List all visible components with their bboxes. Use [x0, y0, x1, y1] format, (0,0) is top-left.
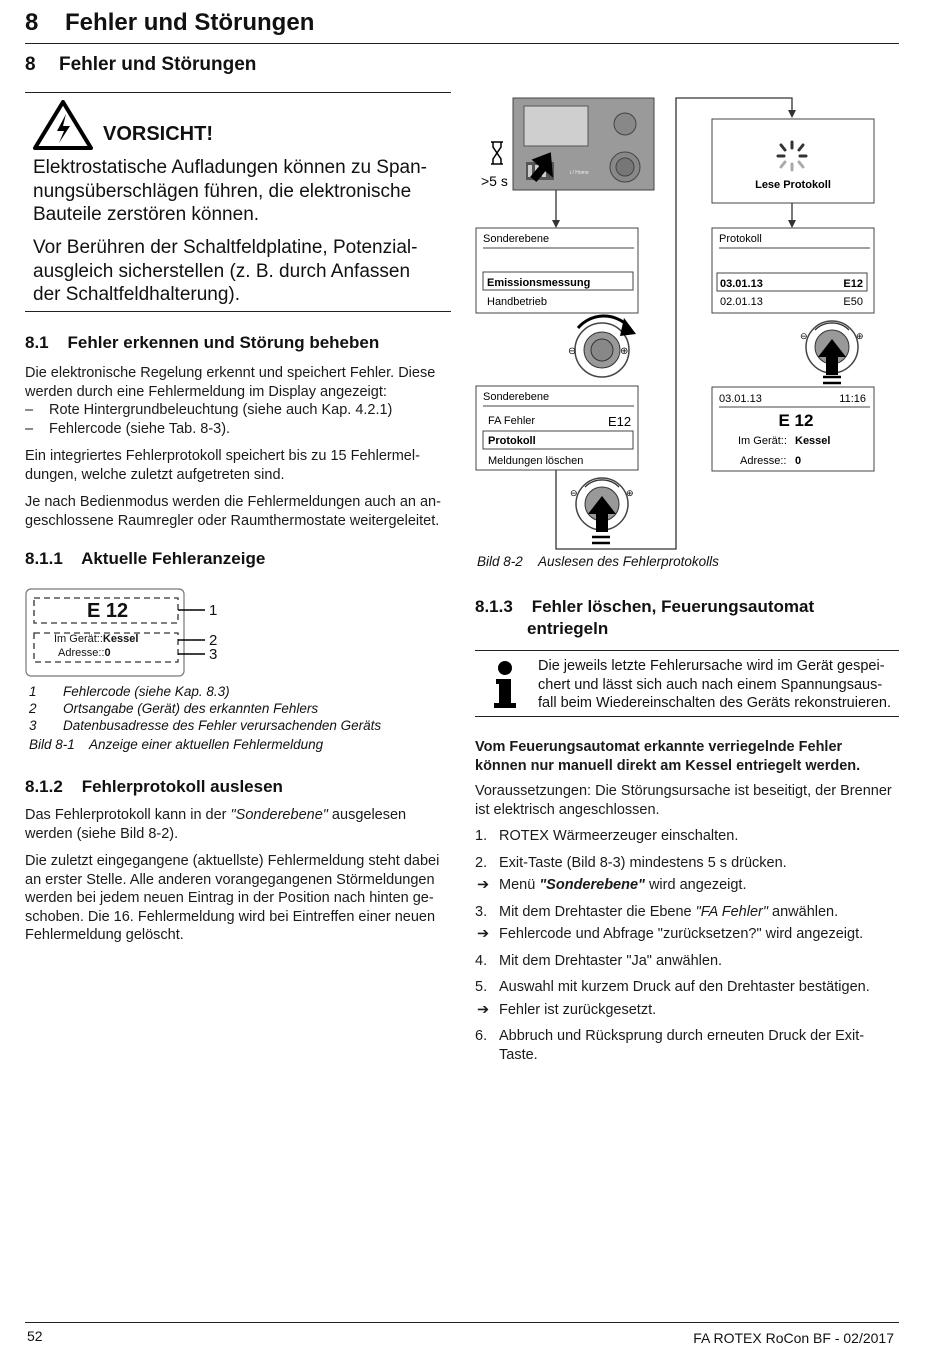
section-8-1-2-title: 8.1.2 Fehlerprotokoll auslesen	[25, 777, 283, 796]
legend-item: 2 Ortsangabe (Gerät) des erkannten Fehlers	[29, 701, 319, 716]
svg-text:Handbetrieb: Handbetrieb	[487, 296, 547, 308]
section-8-1-2-body: Das Fehlerprotokoll kann in der "Sonderebene" ausgelesen werden (siehe Bild 8-2). Die zuletzt eingegangene (aktuellste) Fehlermeldung steht dabei an erster Stelle. Alle anderen vorangegangenen Störmeldungen werden bei jedem neuen Eintrag in der Position nach hinten ge- schoben. Die 16. Fehlermeldung wird bei Eintreffen einer neuen Fehlermeldung gelöscht.	[25, 807, 440, 943]
info-top-rule	[475, 650, 899, 651]
svg-text:03.01.13: 03.01.13	[720, 278, 763, 290]
figure-8-1-legend	[29, 683, 449, 734]
section-8-1-title: 8.1 Fehler erkennen und Störung beheben	[25, 333, 380, 352]
svg-text:Protokoll: Protokoll	[488, 435, 536, 447]
svg-text:Emissionsmessung: Emissionsmessung	[487, 277, 591, 289]
svg-text:⊕: ⊕	[856, 331, 864, 341]
step-result: ➔ Fehlercode und Abfrage "zurücksetzen?" wird angezeigt.	[477, 926, 864, 942]
warning-bottom-rule	[25, 311, 451, 312]
svg-text:Meldungen löschen: Meldungen löschen	[488, 455, 584, 467]
svg-text:⊖: ⊖	[568, 346, 577, 357]
legend-item: 3 Datenbusadresse des Fehler verursachenden Geräts	[29, 718, 382, 733]
step-item: 1. ROTEX Wärmeerzeuger einschalten.	[475, 828, 739, 844]
step-item: 3. Mit dem Drehtaster die Ebene "FA Fehler" anwählen.	[475, 903, 839, 920]
legend-item: 1 Fehlercode (siehe Kap. 8.3)	[29, 684, 230, 699]
rotary-knob-press-2	[800, 321, 864, 375]
svg-text:02.01.13: 02.01.13	[720, 296, 763, 308]
svg-text:Sonderebene: Sonderebene	[483, 391, 550, 403]
svg-text:⊖: ⊖	[570, 488, 578, 498]
fig81-error-code: E 12	[87, 600, 129, 622]
warning-text-1: Elektrostatische Aufladungen können zu Span- nungsüberschlägen führen, die elektronische Bauteile zerstören können.	[33, 157, 427, 225]
screen-sonderebene-1	[476, 228, 638, 313]
step-result: ➔ Menü "Sonderebene" wird angezeigt.	[477, 877, 747, 893]
screen-error-detail	[712, 387, 874, 471]
svg-text:E12: E12	[843, 278, 863, 290]
section-8-1-body: Die elektronische Regelung erkennt und speichert Fehler. Diese werden durch eine Fehlermeldung im Display angezeigt: – Rote Hintergrundbeleuchtung (siehe auch Kap. 4.2.1) – Fehlercode (siehe Tab. 8-3). Ein integriertes Fehlerprotokoll speichert bis zu 15 Fehlermel- dungen, welche zuletzt aufgetreten sind. Je nach Bedienmodus werden die Fehlermeldungen auch an an- geschlossene Raumregler oder Raumthermostate weitergeleitet.	[25, 364, 455, 530]
svg-text:⊖: ⊖	[800, 331, 808, 341]
svg-text:⊕: ⊕	[626, 488, 634, 498]
svg-text:03.01.13: 03.01.13	[719, 393, 762, 405]
svg-text:Protokoll: Protokoll	[719, 233, 762, 245]
fig81-address-line: Adresse::0	[58, 647, 111, 659]
callout-3: 3	[209, 646, 218, 663]
rotary-knob-press-1	[570, 478, 634, 532]
svg-text:Lese Protokoll: Lese Protokoll	[755, 179, 831, 191]
info-bottom-rule	[475, 716, 899, 717]
svg-text:E 12: E 12	[778, 411, 814, 430]
step-item: 2. Exit-Taste (Bild 8-3) mindestens 5 s drücken.	[475, 854, 787, 871]
svg-text:11:16: 11:16	[839, 393, 866, 405]
step-item: 5. Auswahl mit kurzem Druck auf den Drehtaster bestätigen.	[475, 979, 870, 995]
svg-text:>5 s: >5 s	[481, 173, 508, 189]
page-number: 52	[27, 1328, 43, 1344]
warning-heading: VORSICHT!	[103, 123, 213, 145]
svg-text:FA Fehler: FA Fehler	[488, 415, 536, 427]
step-result: ➔ Fehler ist zurückgesetzt.	[477, 1001, 657, 1018]
hourglass-icon	[491, 142, 503, 164]
svg-text:Kessel: Kessel	[795, 435, 831, 447]
svg-text:0: 0	[795, 455, 802, 467]
step-item: 4. Mit dem Drehtaster "Ja" anwählen.	[475, 952, 723, 969]
svg-text:E50: E50	[843, 296, 863, 308]
running-header: 8 Fehler und Störungen	[25, 9, 315, 36]
figure-8-1-caption: Bild 8-1 Anzeige einer aktuellen Fehlermeldung	[29, 737, 324, 752]
footer-rule	[25, 1322, 899, 1323]
rotary-knob-turn	[568, 316, 636, 377]
svg-text:Adresse::: Adresse::	[740, 455, 787, 467]
section-8-1-1-title: 8.1.1 Aktuelle Fehleranzeige	[25, 549, 266, 568]
callout-2: 2	[209, 632, 218, 649]
warning-top-rule	[25, 92, 451, 93]
controller-panel	[513, 98, 654, 190]
screen-protokoll	[712, 228, 874, 313]
svg-text:E12: E12	[608, 414, 632, 429]
high-voltage-warning-icon	[33, 100, 93, 150]
figure-8-2-caption: Bild 8-2 Auslesen des Fehlerprotokolls	[477, 554, 719, 569]
info-text: Die jeweils letzte Fehlerursache wird im Gerät gespei- chert und lässt sich auch nach einem Spannungsaus- fall beim Wiedereinschalten des Geräts rekonstruieren.	[538, 658, 891, 711]
callout-1: 1	[209, 602, 218, 619]
bullet-item: – Rote Hintergrundbeleuchtung (siehe auch Kap. 4.2.1)	[25, 402, 393, 418]
bold-note: Vom Feuerungsautomat erkannte verriegelnde Fehler können nur manuell direkt am Kessel entriegelt werden.	[475, 739, 861, 774]
document-id: FA ROTEX RoCon BF - 02/2017	[693, 1330, 894, 1346]
svg-text:i / Home: i / Home	[570, 170, 589, 176]
fig81-device-line: Im Gerät::Kessel	[54, 633, 139, 645]
svg-text:Im Gerät::: Im Gerät::	[738, 435, 787, 447]
step-item: 6. Abbruch und Rücksprung durch erneuten Druck der Exit- Taste.	[475, 1028, 865, 1063]
svg-text:Sonderebene: Sonderebene	[483, 233, 550, 245]
info-icon	[490, 660, 520, 710]
procedure: Voraussetzungen: Die Störungsursache ist beseitigt, der Brenner ist elektrisch angeschlossen. 1. ROTEX Wärmeerzeuger einschalten. 2. Exit-Taste (Bild 8-3) mindestens 5 s drücken. ➔ Menü "Sonderebene" wird angezeigt. 3. Mit dem Drehtaster die Ebene "FA Fehler" anwählen. ➔ Fehlercode und Abfrage "zurücksetzen?" wird angezeigt. 4. Mit dem Drehtaster "Ja" anwählen. 5. Auswahl mit kurzem Druck auf den Drehtaster bestätigen. ➔ Fehler ist zurückgesetzt. 6. Abbruch und Rücksprung durch erneuten Druck der Exit- Taste.	[475, 782, 905, 1064]
screen-lese-protokoll	[712, 119, 874, 203]
chapter-title: 8 Fehler und Störungen	[25, 54, 257, 75]
bullet-item: – Fehlercode (siehe Tab. 8-3).	[25, 420, 231, 437]
svg-text:⊕: ⊕	[620, 346, 629, 357]
screen-sonderebene-2	[476, 386, 638, 470]
header-rule	[25, 43, 899, 44]
section-8-1-3-title: 8.1.3 Fehler löschen, Feuerungsautomat entriegeln	[475, 597, 815, 638]
warning-text-2: Vor Berühren der Schaltfeldplatine, Potenzial- ausgleich sicherstellen (z. B. durch Anfassen der Schaltfeldhalterung).	[33, 237, 418, 305]
figure-8-2-diagram	[470, 92, 900, 552]
